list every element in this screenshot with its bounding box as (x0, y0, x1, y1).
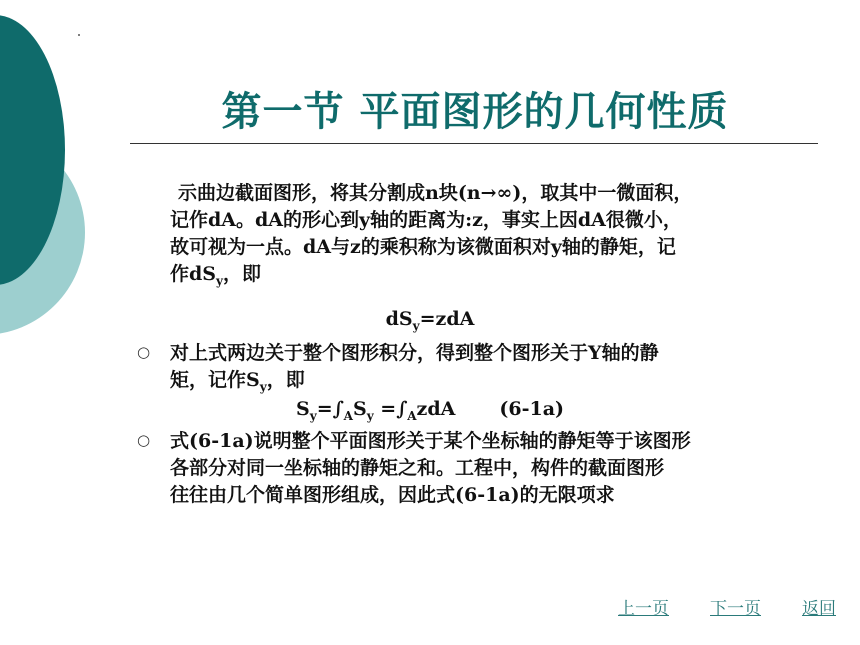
formula-dsy (0, 306, 860, 340)
paragraph-3-line-1: 式(6-1a)说明整个平面图形关于某个坐标轴的静矩等于该图形 (170, 430, 691, 452)
paragraph-3-line-3: 往往由几个简单图形组成，因此式(6-1a)的无限项求 (170, 484, 615, 506)
f1-pre: dS (385, 308, 413, 330)
next-page-link[interactable]: 下一页 (710, 599, 761, 619)
prev-page-link[interactable]: 上一页 (618, 599, 669, 619)
paragraph-1-line-3: 故可视为一点。dA与z的乘积称为该微面积对y轴的静矩，记 (170, 236, 676, 258)
slide-title: 第一节 平面图形的几何性质 (221, 89, 729, 135)
bullet-icon: ○ (137, 431, 151, 449)
f1-sub: y (412, 318, 420, 333)
p1-line4-pre: 作dS (170, 263, 217, 285)
f1-post: =zdA (419, 308, 475, 330)
paragraph-1-line-2: 记作dA。dA的形心到y轴的距离为:z，事实上因dA很微小， (170, 209, 682, 231)
f2-sub1: y (309, 408, 317, 423)
p1-line1-text: 示曲边截面图形，将其分割成n块(n→∞)，取其中一微面积， (178, 182, 693, 204)
f2-eq2: =∫ (373, 398, 408, 420)
p2-line2-pre: 矩，记作S (170, 369, 260, 391)
f2-s1: S (296, 398, 310, 420)
f2-subA1: A (343, 408, 353, 423)
bullet-icon: ○ (137, 343, 151, 361)
p2-line2-post: ，即 (266, 369, 305, 391)
title-divider (130, 143, 818, 144)
paragraph-1-line-4 (170, 261, 810, 295)
f2-sub2: y (366, 408, 374, 423)
f2-eq1: =∫ (316, 398, 344, 420)
formula-6-1a (0, 396, 860, 430)
paragraph-1 (170, 180, 810, 295)
f2-label: (6-1a) (499, 398, 564, 420)
decor-dot (78, 34, 80, 36)
p2-line2-sub: y (259, 379, 267, 394)
f2-tail: zdA (416, 398, 456, 420)
p1-line4-sub: y (216, 273, 223, 288)
back-link[interactable]: 返回 (802, 599, 836, 619)
f2-subA2: A (407, 408, 417, 423)
paragraph-3-line-2: 各部分对同一坐标轴的静矩之和。工程中，构件的截面图形 (170, 457, 665, 479)
paragraph-2-line-1: 对上式两边关于整个图形积分，得到整个图形关于Y轴的静 (170, 342, 659, 364)
paragraph-3 (170, 428, 810, 509)
f2-s2: S (352, 398, 367, 420)
paragraph-2 (170, 340, 810, 401)
paragraph-1-line-1 (170, 180, 810, 207)
p1-line4-post: ，即 (223, 263, 262, 285)
